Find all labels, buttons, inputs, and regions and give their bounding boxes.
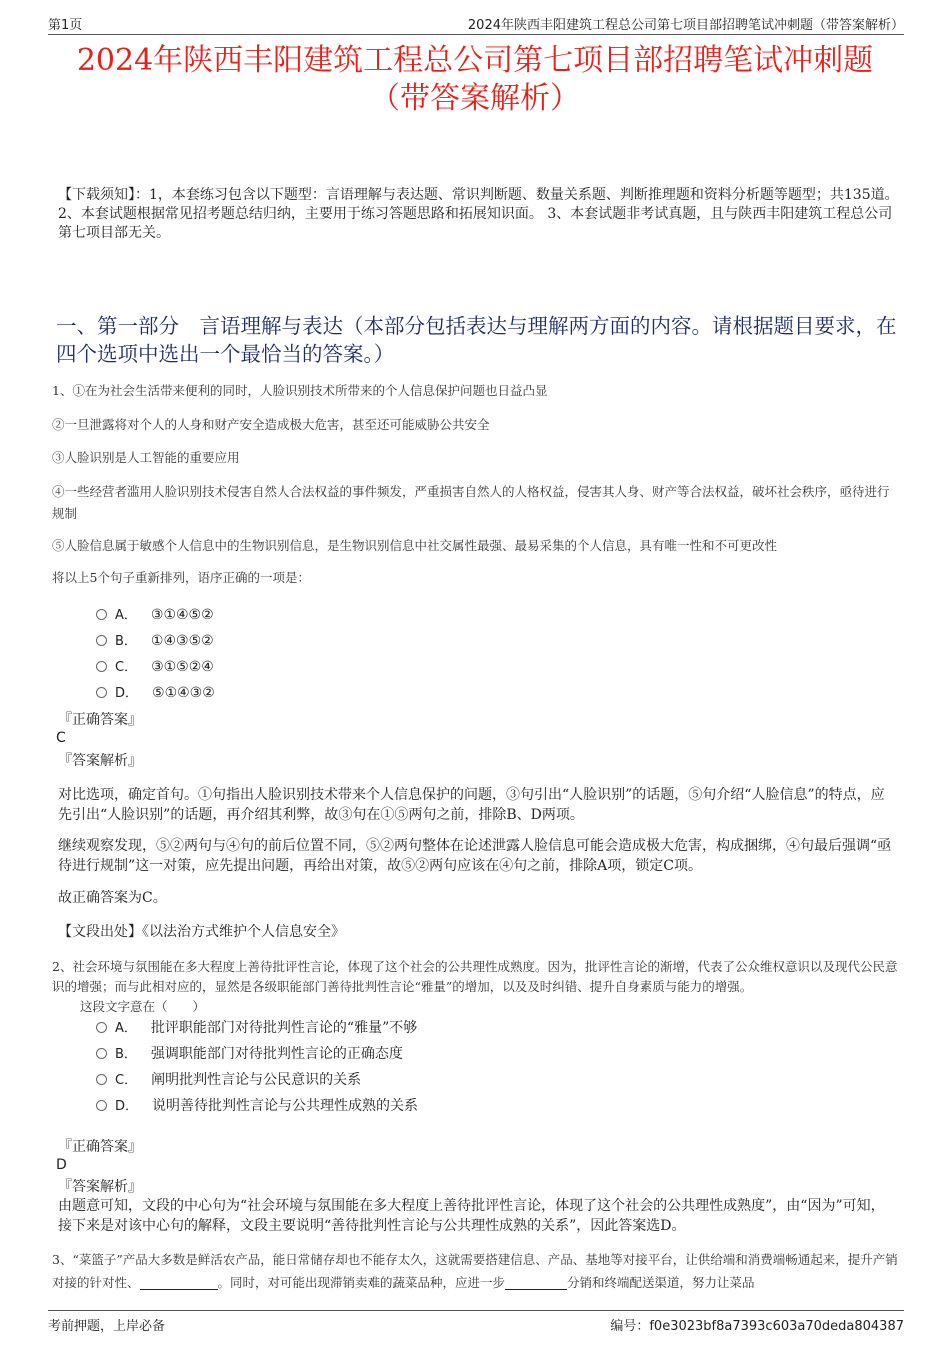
q2-prompt: 这段文字意在（ ）: [80, 999, 206, 1014]
q2-analysis: 由题意可知，文段的中心句为“社会环境与氛围能在多大程度上善待批评性言论，体现了这个社会的公共理性成熟度”，由“因为”可知，接下来是对该中心句的解释，文段主要说明“善待批判性言论与公共理性成熟的关系”，因此答案选D。: [58, 1198, 885, 1234]
q1-sentence-2: ②一旦泄露将对个人的人身和财产安全造成极大危害，甚至还可能威胁公共安全: [52, 417, 490, 432]
radio-icon[interactable]: [96, 635, 107, 646]
q3-stem: 3、“菜篮子”产品大多数是鲜活农产品，能日常储存却也不能存太久，这就需要搭建信息、产品、基地等对接平台，让供给端和消费端畅通起来，提升产销对接的针对性、 。同时，对可能出现滞销卖难的蔬菜品种，应进一步 分销和终端配送渠道，努力让菜品: [52, 1252, 898, 1290]
page-number: 第1页: [48, 18, 83, 33]
radio-icon[interactable]: [96, 1022, 107, 1033]
download-notice: 【下载须知】：1，本套练习包含以下题型：言语理解与表达题、常识判断题、数量关系题、判断推理题和资料分析题等题型；共135道。 2、本套试题根据常见招考题总结归纳，主要用于练习答题思路和拓展知识面。 3、本套试题非考试真题，且与陕西丰阳建筑工程总公司第七项目部无关。: [58, 187, 899, 241]
fill-blank[interactable]: [140, 1275, 218, 1290]
title-line-1: 2024年陕西丰阳建筑工程总公司第七项目部招聘笔试冲刺题: [76, 43, 874, 78]
q2-option-a[interactable]: A． 批评职能部门对待批判性言论的“雅量”不够: [96, 1018, 417, 1038]
q2-analysis-label: 『答案解析』: [58, 1179, 142, 1195]
q1-sentence-5: ⑤人脸信息属于敏感个人信息中的生物识别信息，是生物识别信息中社交属性最强、最易采集的个人信息，具有唯一性和不可更改性: [52, 538, 778, 553]
page-footer: [48, 1310, 904, 1339]
radio-icon[interactable]: [96, 687, 107, 698]
q2-option-d[interactable]: D． 说明善待批判性言论与公共理性成熟的关系: [96, 1096, 418, 1116]
radio-icon[interactable]: [96, 1100, 107, 1111]
q1-answer-label: 『正确答案』: [58, 712, 142, 728]
section-heading: 一、第一部分 言语理解与表达（本部分包括表达与理解两方面的内容。请根据题目要求，在四个选项中选出一个最恰当的答案。）: [56, 314, 897, 366]
q1-option-a[interactable]: A． ③①④⑤②: [96, 605, 214, 625]
q1-option-c[interactable]: C． ③①⑤②④: [96, 657, 214, 677]
q1-analysis-label: 『答案解析』: [58, 753, 142, 769]
page-header: [48, 12, 904, 35]
q1-answer: C: [56, 730, 66, 746]
q1-option-d[interactable]: D． ⑤①④③②: [96, 683, 215, 703]
radio-icon[interactable]: [96, 1074, 107, 1085]
q2-answer: D: [56, 1157, 67, 1173]
radio-icon[interactable]: [96, 1048, 107, 1059]
title-line-2: （带答案解析）: [370, 81, 580, 116]
q1-prompt: 将以上5个句子重新排列，语序正确的一项是：: [52, 570, 310, 585]
q1-sentence-4: ④一些经营者滥用人脸识别技术侵害自然人合法权益的事件频发，严重损害自然人的人格权益，侵害其人身、财产等合法权益，破坏社会秩序，亟待进行规制: [52, 484, 890, 521]
radio-icon[interactable]: [96, 661, 107, 672]
q2-answer-label: 『正确答案』: [58, 1139, 142, 1155]
q2-stem: 2、社会环境与氛围能在多大程度上善待批评性言论，体现了这个社会的公共理性成熟度。因为，批评性言论的渐增，代表了公众维权意识以及现代公民意识的增强；而与此相对应的，显然是各级职能部门善待批判性言论“雅量”的增加，以及及时纠错、提升自身素质与能力的增强。: [52, 959, 898, 994]
q1-analysis-1: 对比选项，确定首句。①句指出人脸识别技术带来个人信息保护的问题，③句引出“人脸识别”的话题，⑤句介绍“人脸信息”的特点，应先引出“人脸识别”的话题，再介绍其利弊，故③句在①⑤两句之前，排除B、D两项。: [58, 787, 885, 823]
q1-option-b[interactable]: B． ①④③⑤②: [96, 631, 214, 651]
q2-option-c[interactable]: C． 阐明批判性言论与公民意识的关系: [96, 1070, 361, 1090]
header-doc-title: 2024年陕西丰阳建筑工程总公司第七项目部招聘笔试冲刺题（带答案解析）: [467, 18, 904, 33]
fill-blank[interactable]: [505, 1275, 567, 1290]
q1-analysis-3: 故正确答案为C。: [58, 890, 167, 906]
q1-sentence-3: ③人脸识别是人工智能的重要应用: [52, 450, 240, 465]
footer-slogan: 考前押题，上岸必备: [48, 1319, 166, 1334]
q1-source: 【文段出处】《以法治方式维护个人信息安全》: [58, 924, 345, 940]
q1-analysis-2: 继续观察发现，⑤②两句与④句的前后位置不同，⑤②两句整体在论述泄露人脸信息可能会造成极大危害，构成捆绑，④句最后强调“亟待进行规制”这一对策，应先提出问题，再给出对策，故⑤②两句应该在④句之前，排除A项，锁定C项。: [58, 838, 892, 874]
document-title: [0, 42, 950, 118]
footer-serial: 编号：f0e3023bf8a7393c603a70deda804387: [610, 1319, 904, 1334]
q2-option-b[interactable]: B． 强调职能部门对待批判性言论的正确态度: [96, 1044, 403, 1064]
radio-icon[interactable]: [96, 609, 107, 620]
q1-sentence-1: 1、①在为社会生活带来便利的同时，人脸识别技术所带来的个人信息保护问题也日益凸显: [52, 383, 548, 398]
